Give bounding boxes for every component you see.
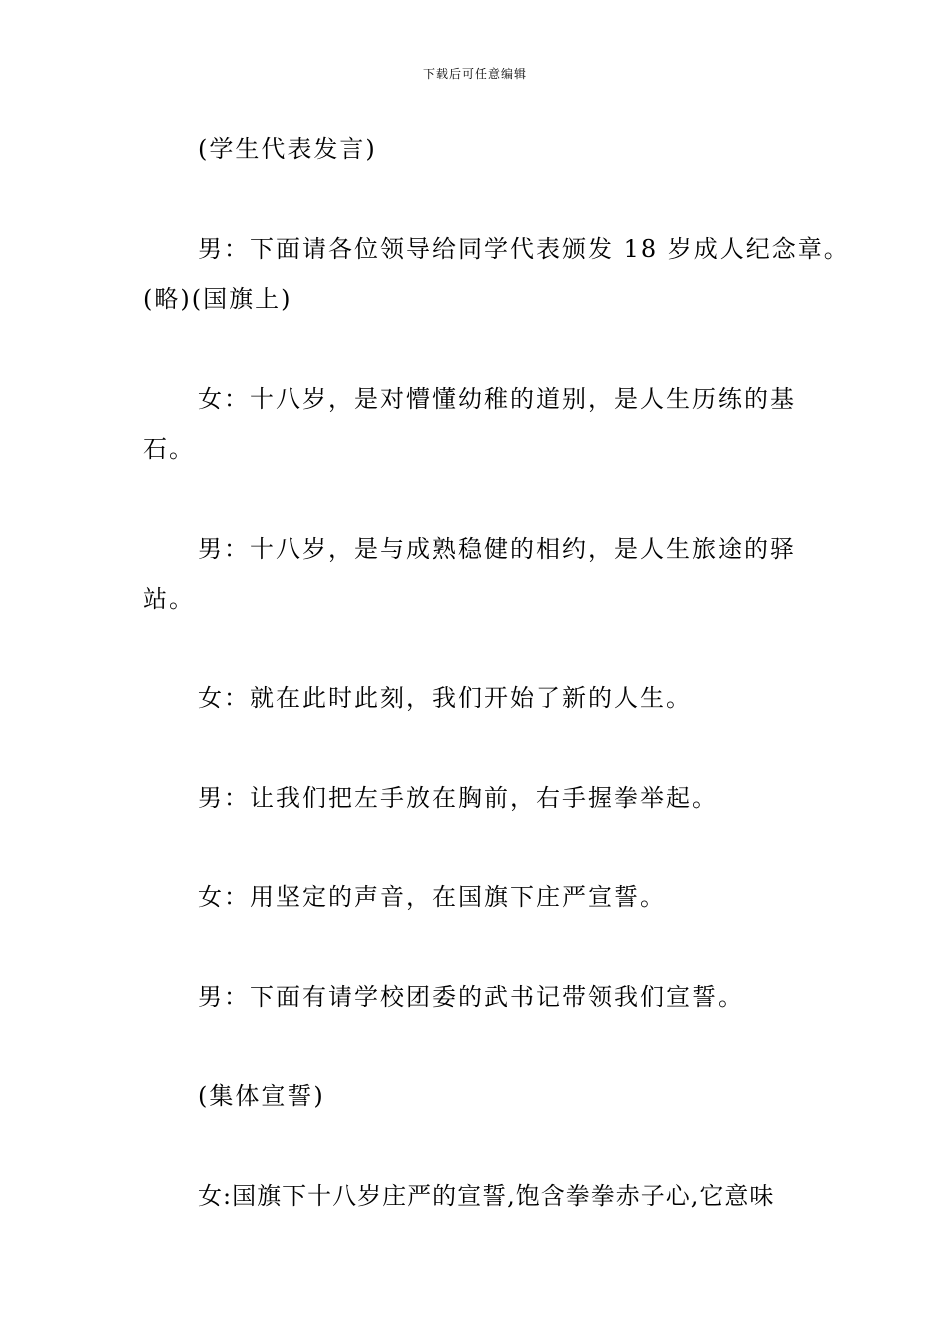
paragraph-solemn-oath: 女：用坚定的声音，在国旗下庄严宣誓。 xyxy=(198,883,666,911)
paragraph-oath-meaning: 女:国旗下十八岁庄严的宣誓,饱含拳拳赤子心,它意味 xyxy=(198,1182,775,1210)
paragraph-raise-hand: 男：让我们把左手放在胸前，右手握拳举起。 xyxy=(198,784,718,812)
paragraph-collective-oath: (集体宣誓) xyxy=(198,1082,325,1110)
paragraph-new-life: 女：就在此时此刻，我们开始了新的人生。 xyxy=(198,684,692,712)
paragraph-farewell-line-1: 女：十八岁，是对懵懂幼稚的道别，是人生历练的基 xyxy=(198,385,796,413)
paragraph-farewell-line-2: 石。 xyxy=(143,435,195,463)
paragraph-badge-line-1: 男：下面请各位领导给同学代表颁发 18 岁成人纪念章。 xyxy=(198,235,850,263)
paragraph-station-line-1: 男：十八岁，是与成熟稳健的相约，是人生旅途的驿 xyxy=(198,535,796,563)
paragraph-student-speech: (学生代表发言) xyxy=(198,135,377,163)
paragraph-station-line-2: 站。 xyxy=(143,585,195,613)
paragraph-secretary-lead: 男：下面有请学校团委的武书记带领我们宣誓。 xyxy=(198,983,744,1011)
page-header: 下载后可任意编辑 xyxy=(422,67,527,81)
paragraph-badge-line-2: (略)(国旗上) xyxy=(143,285,293,313)
